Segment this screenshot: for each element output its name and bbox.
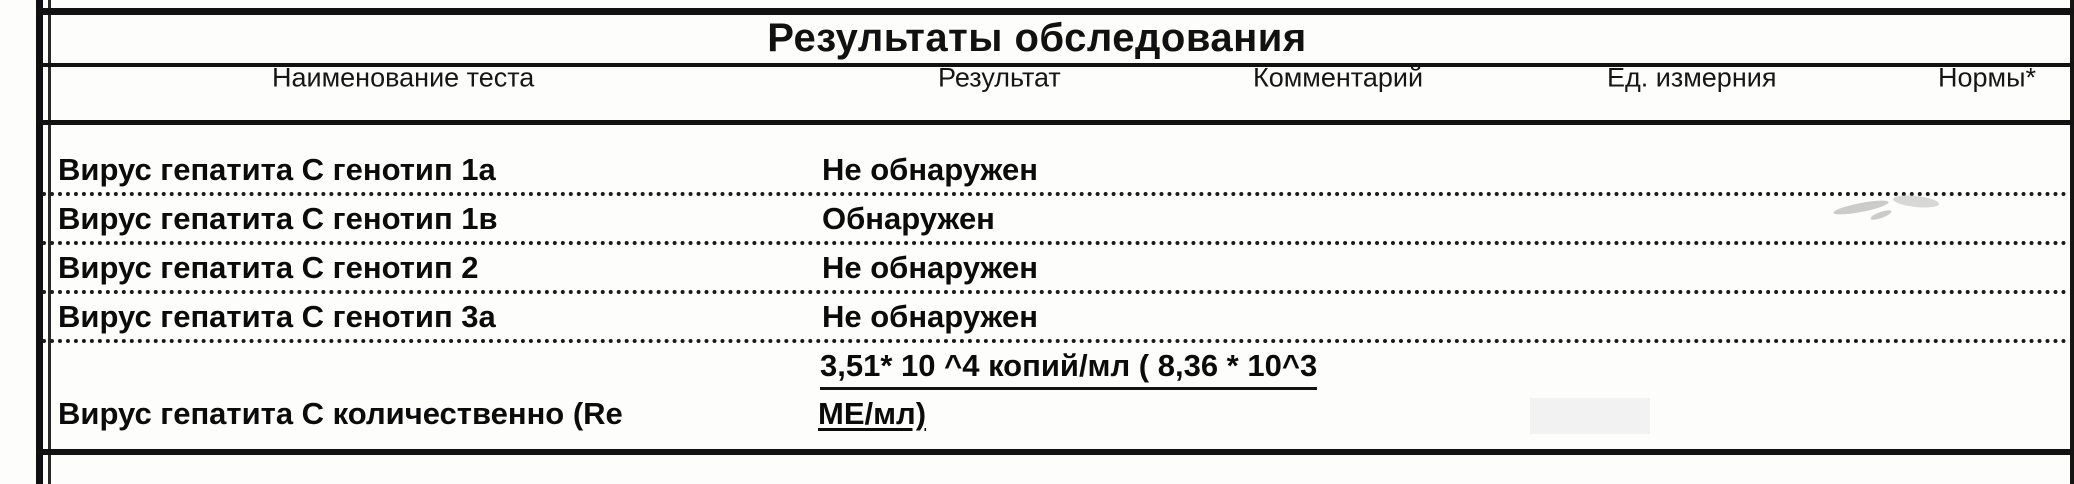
scan-artifact xyxy=(1530,398,1650,434)
table-top-border xyxy=(36,8,2074,15)
scan-artifact xyxy=(1870,208,1893,221)
column-header-test-name: Наименование теста xyxy=(272,62,535,93)
page-title: Результаты обследования xyxy=(767,16,1307,60)
column-header-result: Результат xyxy=(938,62,1061,93)
table-row: Вирус гепатита С генотип 1а xyxy=(58,152,496,187)
quantitative-test-name: Вирус гепатита С количественно (Re xyxy=(58,396,623,431)
table-row: Вирус гепатита С генотип 1в xyxy=(58,201,498,236)
column-header-comment: Комментарий xyxy=(1253,62,1424,93)
row-separator xyxy=(42,339,2068,343)
table-right-border xyxy=(2070,0,2074,484)
table-row: Вирус гепатита С генотип 2 xyxy=(58,250,479,285)
quantitative-result-value: 3,51* 10 ^4 копий/мл ( 8,36 * 10^3 xyxy=(820,348,1317,390)
divider-under-header xyxy=(36,120,2074,125)
row-separator xyxy=(42,290,2068,294)
table-row: Вирус гепатита С генотип 3а xyxy=(58,299,496,334)
table-row-result: Обнаружен xyxy=(822,201,995,236)
column-header-units: Ед. измерния xyxy=(1607,62,1777,93)
row-separator xyxy=(42,192,2068,196)
table-row-result: Не обнаружен xyxy=(822,250,1038,285)
table-row-result: Не обнаружен xyxy=(822,152,1038,187)
row-separator xyxy=(42,241,2068,245)
table-row-result: Не обнаружен xyxy=(822,299,1038,334)
column-header-norms: Нормы* xyxy=(1938,62,2037,93)
table-bottom-border xyxy=(36,449,2074,455)
quantitative-unit: МЕ/мл) xyxy=(818,396,927,431)
